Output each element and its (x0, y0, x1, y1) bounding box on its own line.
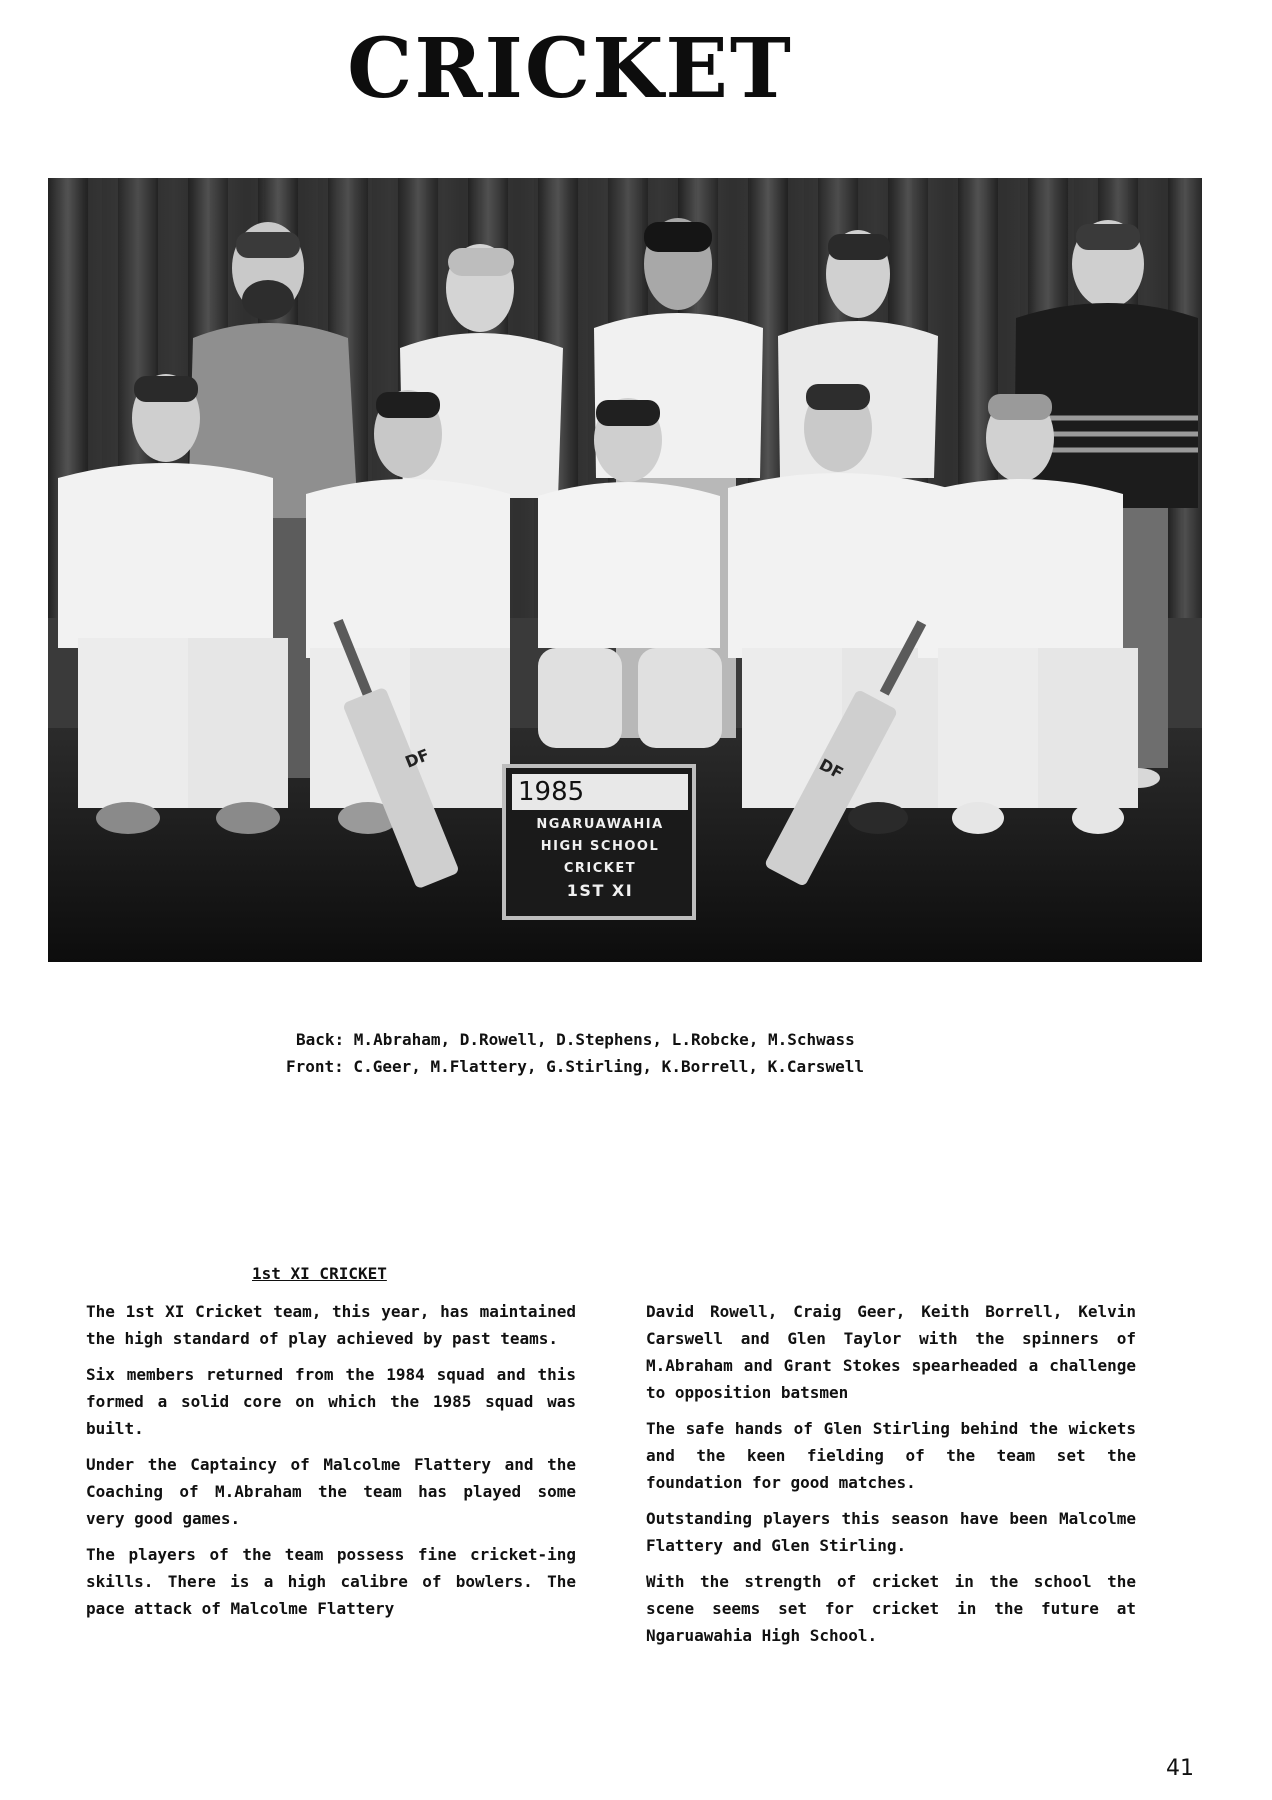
article-paragraph: Under the Captaincy of Malcolme Flattery and the Coaching of M.Abraham the team has played some very good games. (86, 1455, 576, 1528)
article-paragraph: Outstanding players this season have been Malcolme Flattery and Glen Stirling. (646, 1509, 1136, 1555)
article-paragraph: The 1st XI Cricket team, this year, has maintained the high standard of play achieved by past teams. (86, 1302, 576, 1348)
bat-logo-left: DF (402, 745, 432, 772)
article-column-right (646, 1298, 1136, 1658)
article-paragraph: With the strength of cricket in the school the scene seems set for cricket in the future at Ngaruawahia High School. (646, 1572, 1136, 1645)
bat-logo-right: DF (816, 754, 847, 783)
sign-line-team: 1ST XI (566, 881, 634, 900)
sign-year: 1985 (512, 774, 688, 810)
sign-line-school-type: HIGH SCHOOL (540, 839, 660, 854)
caption-front-row: Front: C.Geer, M.Flattery, G.Stirling, K.Borrell, K.Carswell (286, 1057, 864, 1076)
article-paragraph: Six members returned from the 1984 squad and this formed a solid core on which the 1985 squad was built. (86, 1365, 576, 1438)
article-heading: 1st XI CRICKET (252, 1264, 387, 1283)
article-paragraph: The safe hands of Glen Stirling behind the wickets and the keen fielding of the team set the foundation for good matches. (646, 1419, 1136, 1492)
article-paragraph: The players of the team possess fine cricket-ing skills. There is a high calibre of bowlers. The pace attack of Malcolme Flattery (86, 1545, 576, 1618)
page-title: CRICKET (347, 21, 793, 117)
team-photo (48, 178, 1202, 962)
caption-back-row: Back: M.Abraham, D.Rowell, D.Stephens, L.Robcke, M.Schwass (296, 1030, 855, 1049)
page-number: 41 (1166, 1756, 1194, 1781)
team-sign-board (502, 764, 696, 920)
article-column-left (86, 1298, 576, 1631)
sign-line-school-name: NGARUAWAHIA (536, 817, 664, 832)
article-paragraph: David Rowell, Craig Geer, Keith Borrell, Kelvin Carswell and Glen Taylor with the spinners of M.Abraham and Grant Stokes spearheaded a challenge to opposition batsmen (646, 1302, 1136, 1402)
sign-lines (512, 814, 688, 902)
sign-line-sport: CRICKET (563, 861, 637, 876)
